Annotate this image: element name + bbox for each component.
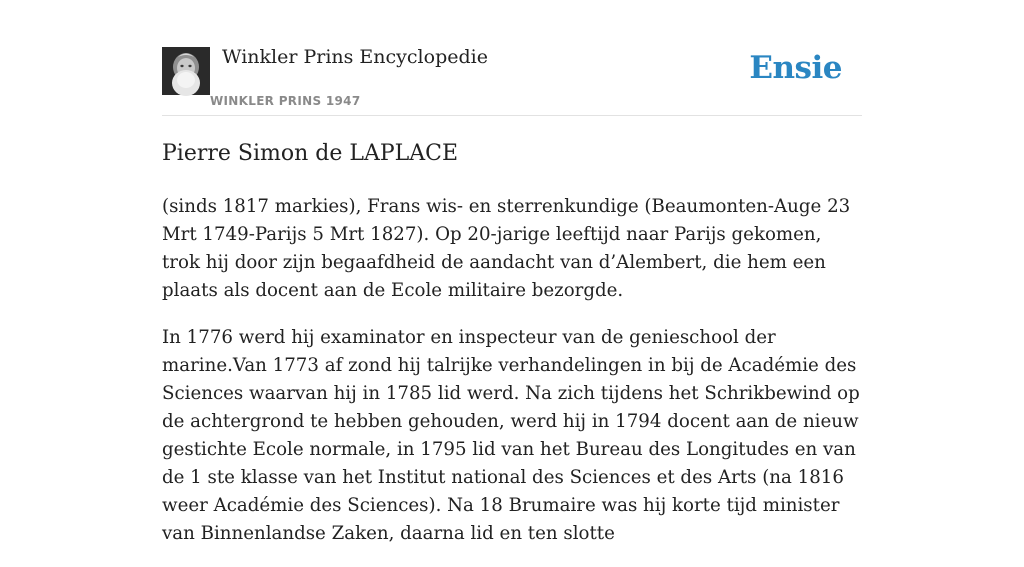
source-header bbox=[162, 0, 862, 116]
article-body bbox=[162, 193, 862, 567]
source-subtitle: WINKLER PRINS 1947 bbox=[210, 94, 361, 108]
source-title[interactable]: Winkler Prins Encyclopedie bbox=[222, 46, 488, 68]
brand-logo[interactable]: Ensie bbox=[749, 50, 842, 86]
author-portrait-icon bbox=[162, 47, 210, 95]
avatar[interactable] bbox=[162, 47, 210, 95]
content-container bbox=[162, 0, 862, 544]
paragraph: In 1776 werd hij examinator en inspecteur van de genieschool der marine.Van 1773 af zond hij talrijke verhandelingen in bij de Académie des Sciences waarvan hij in 1785 lid werd. Na zich tijdens het Schrikbewind op de achtergrond te hebben gehouden, werd hij in 1794 docent aan de nieuw gestichte Ecole normale, in 1795 lid van het Bureau des Longitudes en van de 1 ste klasse van het Institut national des Sciences et des Arts (na 1816 weer Académie des Sciences). Na 18 Brumaire was hij korte tijd minister van Binnenlandse Zaken, daarna lid en ten slotte bbox=[162, 327, 860, 544]
article-title: Pierre Simon de LAPLACE bbox=[162, 141, 459, 166]
paragraph: (sinds 1817 markies), Frans wis- en sterrenkundige (Beaumonten-Auge 23 Mrt 1749-Parijs 5 Mrt 1827). Op 20-jarige leeftijd naar Parijs gekomen, trok hij door zijn begaafdheid de aandacht van d’Alembert, die hem een plaats als docent aan de Ecole militaire bezorgde. bbox=[162, 196, 851, 301]
